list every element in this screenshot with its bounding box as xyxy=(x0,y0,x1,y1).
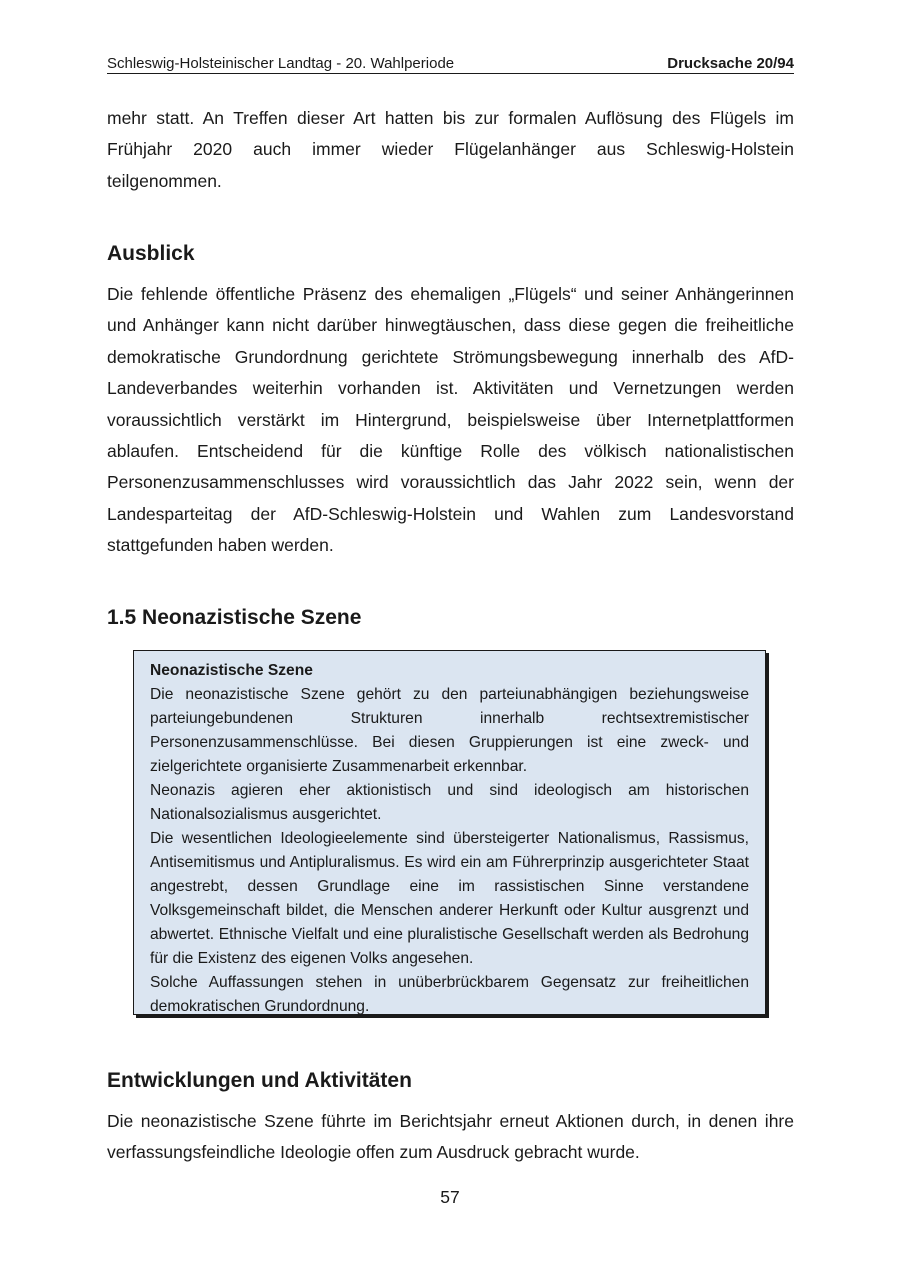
entwicklungen-heading: Entwicklungen und Aktivitäten xyxy=(107,1069,412,1092)
page-header xyxy=(107,54,794,74)
definition-infobox xyxy=(133,650,766,1015)
infobox-title: Neonazistische Szene xyxy=(150,662,313,679)
document-number: Drucksache 20/94 xyxy=(667,55,794,72)
infobox-paragraph: Die neonazistische Szene gehört zu den parteiunabhängigen beziehungsweise parteiungebundenen Strukturen innerhalb rechtsextremistischer Personenzusammenschlüsse. Bei diesen Gruppierungen ist eine zweck- und zielgerichtete organisierte Zusammenarbeit erkennbar. xyxy=(150,686,749,775)
infobox-paragraph: Die wesentlichen Ideologieelemente sind übersteigerter Nationalismus, Rassismus, Antisemitismus und Antipluralismus. Es wird ein am Führerprinzip ausgerichteter Staat angestrebt, dessen Grundlage eine im rassistischen Sinne verstandene Volksgemeinschaft bildet, die Menschen anderer Herkunft oder Kultur ausgrenzt und abwertet. Ethnische Vielfalt und eine pluralistische Gesellschaft werden als Bedrohung für die Existenz des eigenen Volks angesehen. xyxy=(150,830,749,967)
infobox-paragraph: Neonazis agieren eher aktionistisch und sind ideologisch am historischen Nationalsozialismus ausgerichtet. xyxy=(150,782,749,823)
section-heading: 1.5 Neonazistische Szene xyxy=(107,606,362,629)
intro-paragraph: mehr statt. An Treffen dieser Art hatten bis zur formalen Auflösung des Flügels im Frühjahr 2020 auch immer wieder Flügelanhänger aus Schleswig-Holstein teilgenommen. xyxy=(107,108,794,191)
ausblick-heading: Ausblick xyxy=(107,242,195,265)
page-number: 57 xyxy=(440,1187,460,1207)
entwicklungen-paragraph: Die neonazistische Szene führte im Berichtsjahr erneut Aktionen durch, in denen ihre verfassungsfeindliche Ideologie offen zum Ausdruck gebracht wurde. xyxy=(107,1111,794,1163)
ausblick-paragraph: Die fehlende öffentliche Präsenz des ehemaligen „Flügels“ und seiner Anhängerinnen und Anhänger kann nicht darüber hinwegtäuschen, dass diese gegen die freiheitliche demokratische Grundordnung gerichtete Strömungsbewegung innerhalb des AfD-Landeverbandes weiterhin vorhanden ist. Aktivitäten und Vernetzungen werden voraussichtlich verstärkt im Hintergrund, beispielsweise über Internetplattformen ablaufen. Entscheidend für die künftige Rolle des völkisch nationalistischen Personenzusammenschlusses wird voraussichtlich das Jahr 2022 sein, wenn der Landesparteitag der AfD-Schleswig-Holstein und Wahlen zum Landesvorstand stattgefunden haben werden. xyxy=(107,284,794,556)
infobox-paragraph: Solche Auffassungen stehen in unüberbrückbarem Gegensatz zur freiheitlichen demokratischen Grundordnung. xyxy=(150,974,749,1015)
header-title: Schleswig-Holsteinischer Landtag - 20. Wahlperiode xyxy=(107,55,455,72)
